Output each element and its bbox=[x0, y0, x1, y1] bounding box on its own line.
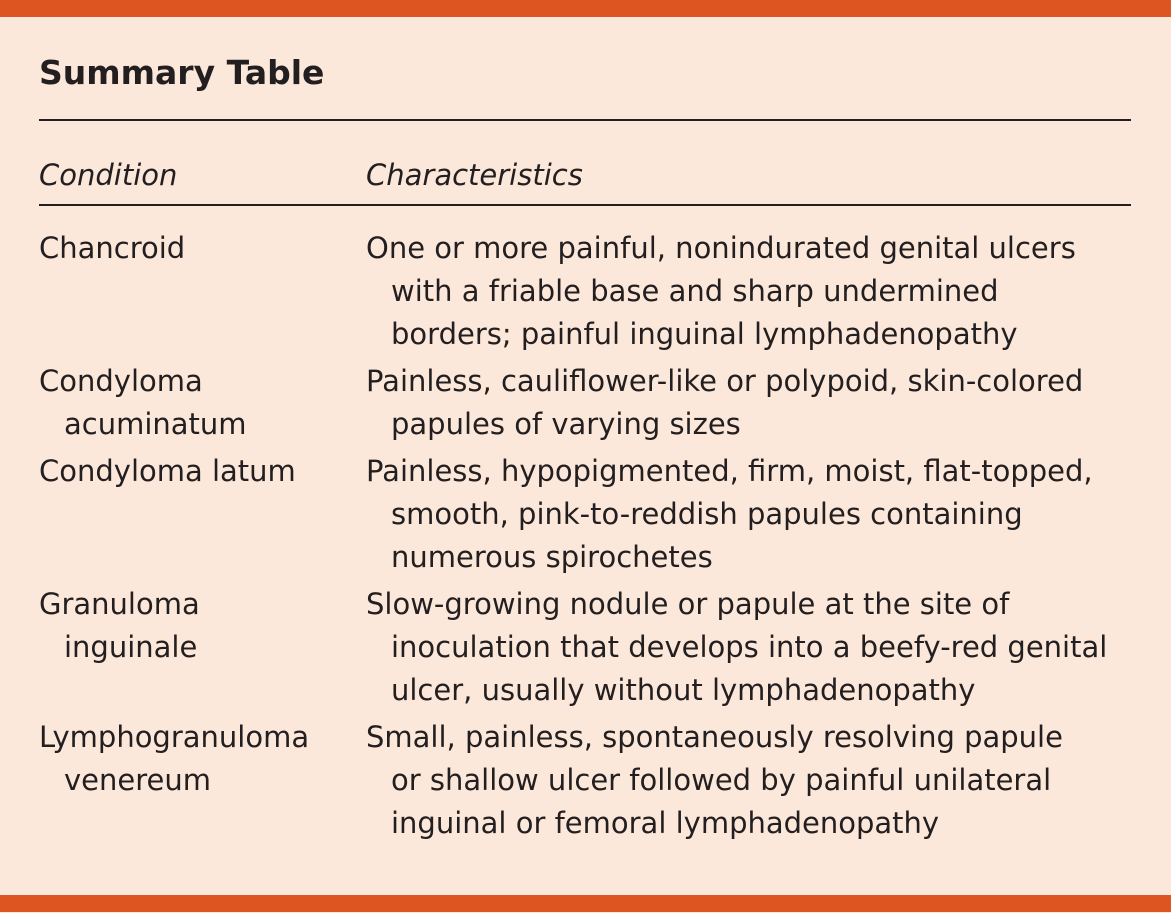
condition-line: venereum bbox=[64, 763, 211, 797]
condition-cell bbox=[39, 583, 366, 712]
characteristics-line: One or more painful, nonindurated genital ulcers bbox=[366, 231, 1076, 265]
top-accent-bar bbox=[0, 0, 1171, 17]
characteristics-line: papules of varying sizes bbox=[391, 407, 741, 441]
table-body bbox=[39, 227, 1131, 849]
condition-line: Chancroid bbox=[39, 231, 186, 265]
condition-cell bbox=[39, 450, 366, 579]
condition-line: inguinale bbox=[64, 630, 198, 664]
table-row bbox=[39, 227, 1131, 356]
table-row bbox=[39, 716, 1131, 845]
characteristics-line: Slow-growing nodule or papule at the site of bbox=[366, 587, 1010, 621]
characteristics-cell bbox=[366, 360, 1131, 446]
characteristics-line: inoculation that develops into a beefy-red genital bbox=[391, 630, 1108, 664]
table-row bbox=[39, 583, 1131, 712]
characteristics-line: smooth, pink-to-reddish papules containing bbox=[391, 497, 1023, 531]
condition-line: Condyloma bbox=[39, 364, 203, 398]
condition-cell bbox=[39, 227, 366, 356]
bottom-accent-bar bbox=[0, 895, 1171, 912]
characteristics-line: with a friable base and sharp undermined bbox=[391, 274, 999, 308]
condition-cell bbox=[39, 716, 366, 845]
characteristics-cell bbox=[366, 716, 1131, 845]
characteristics-line: Painless, hypopigmented, firm, moist, flat-topped, bbox=[366, 454, 1093, 488]
characteristics-line: or shallow ulcer followed by painful unilateral bbox=[391, 763, 1052, 797]
table-row bbox=[39, 360, 1131, 446]
condition-line: Condyloma latum bbox=[39, 454, 296, 488]
characteristics-cell bbox=[366, 227, 1131, 356]
header-top-rule bbox=[39, 119, 1131, 121]
characteristics-line: numerous spirochetes bbox=[391, 540, 713, 574]
header-bottom-rule bbox=[39, 204, 1131, 206]
condition-line: Granuloma bbox=[39, 587, 200, 621]
characteristics-line: inguinal or femoral lymphadenopathy bbox=[391, 806, 940, 840]
table-title: Summary Table bbox=[39, 53, 325, 92]
characteristics-line: ulcer, usually without lymphadenopathy bbox=[391, 673, 976, 707]
condition-cell bbox=[39, 360, 366, 446]
condition-line: Lymphogranuloma bbox=[39, 720, 310, 754]
column-header-condition: Condition bbox=[39, 158, 178, 192]
characteristics-line: Small, painless, spontaneously resolving papule bbox=[366, 720, 1063, 754]
characteristics-line: Painless, cauliflower-like or polypoid, skin-colored bbox=[366, 364, 1084, 398]
condition-line: acuminatum bbox=[64, 407, 247, 441]
column-header-characteristics: Characteristics bbox=[366, 158, 583, 192]
table-row bbox=[39, 450, 1131, 579]
characteristics-line: borders; painful inguinal lymphadenopathy bbox=[391, 317, 1018, 351]
characteristics-cell bbox=[366, 583, 1131, 712]
characteristics-cell bbox=[366, 450, 1131, 579]
